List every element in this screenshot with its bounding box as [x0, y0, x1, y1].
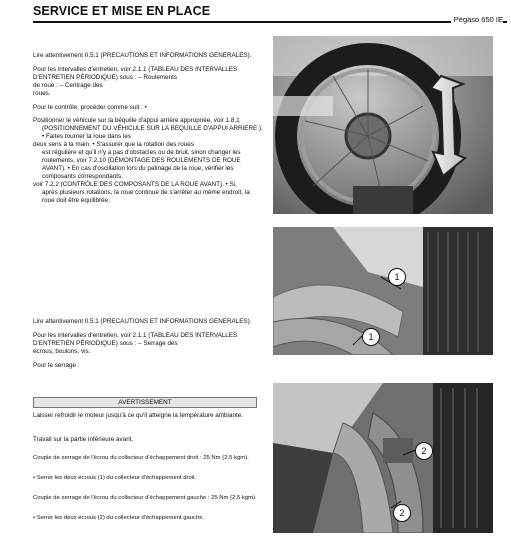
warning-label: AVERTISSEMENT — [33, 397, 257, 408]
paragraph: Pour le contrôle, procéder comme suit : • — [33, 103, 147, 111]
torque-spec: Couple de serrage de l'écrou du collecteur d'échappement droit : 25 Nm (2,5 kgm). — [33, 454, 249, 461]
warning-text-block — [33, 412, 263, 426]
paragraph: Pour les intervalles d'entretien, voir 2.1.1 (TABLEAU DES INTERVALLES D'ENTRETIEN PÉRIODIQUE) sous : – Roulements de roue : – Centrage des roues. — [33, 65, 238, 97]
torque-text-block — [33, 436, 263, 529]
callout-number: 2 — [399, 508, 405, 518]
tightening-text — [33, 318, 263, 376]
header-divider — [33, 21, 507, 23]
paragraph: Pour le serrage : — [33, 361, 80, 369]
callout-number: 1 — [368, 332, 374, 342]
paragraph: Positionner le véhicule sur la béquille d'appui arrière appropriée, voir 1.8.1 (POSITIONNEMENT DU VÉHICULE SUR LA BEQUILLE D'APPUI ARRIERE ). • Faites tourner la roue dans les deux sens à la main. • S'assurer que la rotation des roues est régulière et qu'il n'y a pas d'obstacles ou de bruit, sinon changer les roulements, voir 7.2.10 (DÉMONTAGE DES ROULEMENTS DE ROUE AVANT). • En cas d'oscillation lors du patinage de la roue, vérifier les composants correspondants, voir 7.2.2 (CONTRÔLE DES COMPOSANTS DE LA ROUE AVANT). • Si, après plusieurs rotations, la roue continue de s'arrêter au même endroit, la roue doit être équilibrée. — [33, 117, 263, 204]
torque-spec: Couple de serrage de l'écrou du collecteur d'échappement gauche : 25 Nm (2,5 kgm). — [33, 494, 257, 501]
page-title: SERVICE ET MISE EN PLACE — [33, 4, 211, 18]
model-name: Pegaso 650 IE — [451, 15, 503, 24]
callout-number: 1 — [394, 272, 400, 282]
step: • Serrer les deux écrous (1) du collecteur d'échappement droit. — [33, 474, 197, 481]
warning-text: Laisser refroidir le moteur jusqu'à ce qu'il atteigne la température ambiante. — [33, 412, 243, 419]
paragraph: Lire attentivement 0.5.1 (PRECAUTIONS ET INFORMATIONS GENERALES). — [33, 52, 252, 59]
paragraph: Travail sur la partie inférieure avant. — [33, 436, 134, 443]
exhaust-right-photo — [273, 227, 493, 355]
step: • Serrer les deux écrous (2) du collecteur d'échappement gauche. — [33, 514, 205, 521]
exhaust-left-photo — [273, 383, 493, 533]
paragraph: Lire attentivement 0.5.1 (PRECAUTIONS ET INFORMATIONS GENERALES). — [33, 318, 252, 325]
paragraph: Pour les intervalles d'entretien, voir 2.1.1 (TABLEAU DES INTERVALLES D'ENTRETIEN PÉRIODIQUE) sous : – Serrage des écrous, boulons, vis. — [33, 331, 238, 355]
wheel-check-text — [33, 52, 263, 210]
rear-wheel-photo — [273, 36, 493, 214]
callout-number: 2 — [421, 446, 427, 456]
